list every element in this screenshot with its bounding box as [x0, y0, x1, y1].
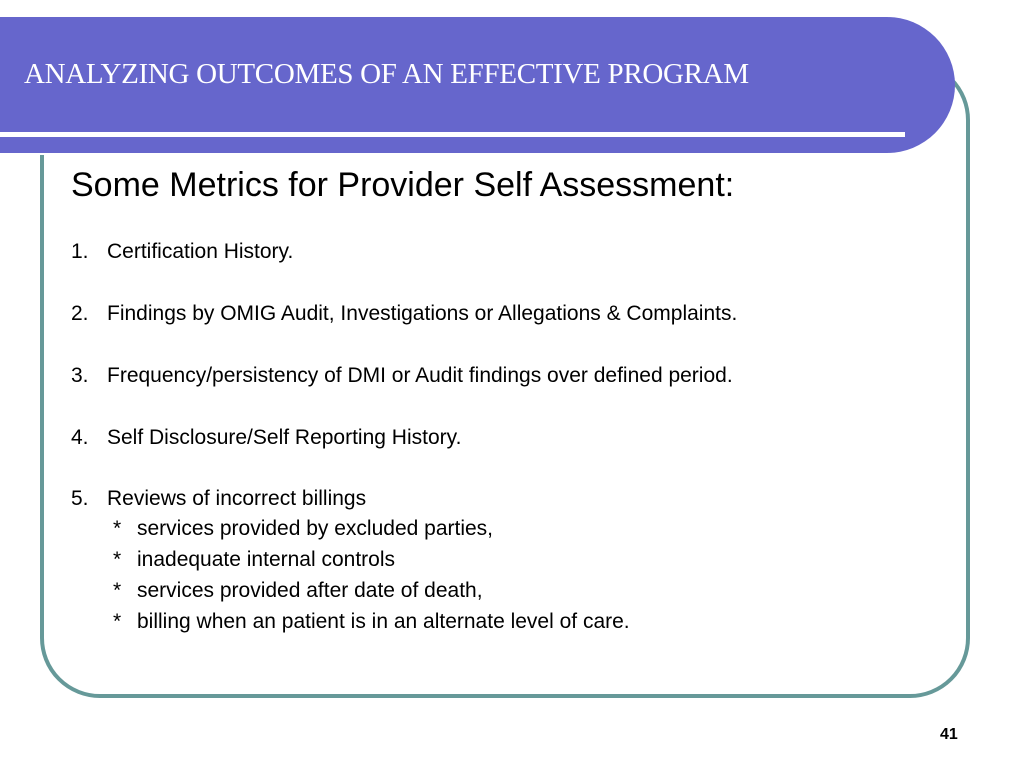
item-text: Certification History.: [107, 240, 294, 263]
item-number: 1.: [71, 240, 89, 263]
list-item: [71, 487, 366, 511]
sub-item-text: services provided after date of death,: [137, 579, 483, 602]
asterisk-bullet: *: [113, 579, 122, 602]
item-text: Self Disclosure/Self Reporting History.: [107, 426, 462, 449]
asterisk-bullet: *: [113, 548, 122, 571]
sub-item-text: inadequate internal controls: [137, 548, 396, 571]
item-number: 4.: [71, 426, 89, 449]
banner-stripe: [0, 132, 905, 137]
sub-item-text: billing when an patient is in an alternate level of care.: [137, 610, 630, 633]
sub-list-item: [113, 517, 493, 541]
sub-list-item: [113, 579, 483, 603]
slide-title: ANALYZING OUTCOMES OF AN EFFECTIVE PROGRAM: [24, 58, 749, 90]
item-number: 2.: [71, 302, 89, 325]
item-number: 3.: [71, 364, 89, 387]
item-text: Reviews of incorrect billings: [107, 487, 367, 510]
item-text: Frequency/persistency of DMI or Audit findings over defined period.: [107, 364, 733, 387]
sub-list-item: [113, 610, 630, 634]
list-item: [71, 240, 293, 264]
asterisk-bullet: *: [113, 610, 122, 633]
page-number: 41: [940, 726, 958, 743]
list-item: [71, 426, 461, 450]
sub-list-item: [113, 548, 395, 572]
list-item: [71, 364, 733, 388]
list-item: [71, 302, 737, 326]
sub-item-text: services provided by excluded parties,: [137, 517, 494, 540]
item-text: Findings by OMIG Audit, Investigations or Allegations & Complaints.: [107, 302, 738, 325]
asterisk-bullet: *: [113, 517, 122, 540]
slide-heading: Some Metrics for Provider Self Assessment:: [71, 166, 735, 204]
item-number: 5.: [71, 487, 89, 510]
